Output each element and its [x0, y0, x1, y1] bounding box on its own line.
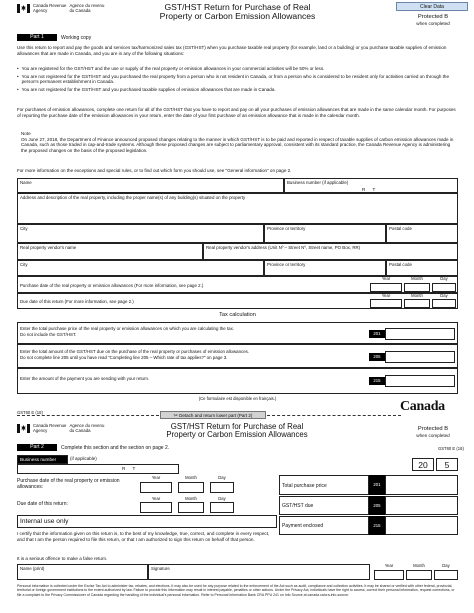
due-year-input[interactable]: [370, 299, 402, 308]
bullet-3-text: You are not registered for the GST/HST and you purchased taxable supplies of emission allowances that are made in Canada.: [21, 86, 276, 92]
purchase-year-input[interactable]: [370, 283, 402, 292]
signature-label: Signature: [151, 566, 170, 571]
intro-text: Use this return to report and pay the goods and services tax/harmonized sales tax (GST/HST) when you purchase taxable real property (for example, land or a building) or you purchase taxable supplies of emission allowances that are made in Canada, and you are in any of the following situations:: [17, 45, 447, 56]
form-title-line1: GST/HST Return for Purchase of Real: [164, 2, 311, 12]
province-label: Province or territory: [267, 226, 306, 231]
part2-bn-label: Business number: [20, 457, 57, 462]
line-215-text: Enter the amount of the payment you are sending with your return.: [20, 376, 150, 381]
part2-purchase-day-label: Day: [218, 475, 226, 480]
form-title: [135, 3, 340, 21]
part2-payment-label: Payment enclosed: [282, 523, 324, 529]
canada-flag-icon: [17, 424, 30, 433]
part1-desc: Working copy: [61, 35, 92, 41]
rt-label: R T: [362, 187, 379, 192]
part2-desc: Complete this section and the section on page 2.: [61, 445, 170, 451]
part2-due-year-label: Year: [151, 496, 161, 501]
line-205-text-b: Do not complete line 205 until you have read "Completing line 205 – Which rate of tax applies?" on page 3.: [20, 354, 228, 360]
part2-purchase-date-label: Purchase date of the real property or emission allowances:: [17, 478, 120, 490]
detach-instruction-button[interactable]: [160, 411, 266, 419]
vendor-postal-field[interactable]: [386, 260, 458, 276]
note-body: On June 27, 2018, the Department of Finance announced proposed changes relating to the manner in which GST/HST is to be paid and reported in respect of taxable supplies of carbon emission allowances made in Canada, such as those traded in cap-and-trade systems. Although these proposed changes are subject to parliamentary approval, consistent with its standard practice, the Canada Revenue Agency is administering the proposed changes on the basis of the proposed legislation.: [21, 136, 454, 153]
clear-data-button[interactable]: Clear Data: [396, 2, 468, 11]
line-215-code: 215: [369, 377, 385, 385]
bullet-1-text: You are registered for the GST/HST and the use or supply of the real property or emission allowances in your commercial activities will be 50% or less.: [21, 66, 325, 71]
vendor-name-field[interactable]: [17, 243, 203, 260]
agency-name-fr-2-p2: du Canada: [69, 427, 91, 433]
form-title-line2: Property or Carbon Emission Allowances: [159, 11, 316, 22]
year-digit-box[interactable]: 5: [436, 458, 458, 471]
name-print-label: Name (print): [20, 566, 45, 571]
purchase-year-label: Year: [381, 276, 391, 281]
sign-month-input[interactable]: [406, 570, 432, 580]
name-label: Name: [20, 180, 32, 185]
agency-name-en-2: Agency: [33, 7, 48, 13]
government-signature: [17, 4, 104, 14]
vendor-city-field[interactable]: [17, 260, 264, 276]
vendor-address-field[interactable]: [203, 243, 458, 260]
part2-total-price-row: [279, 475, 369, 495]
part2-purchase-day-input[interactable]: [210, 482, 234, 493]
sign-year-input[interactable]: [374, 570, 404, 580]
sign-month-label: Month: [413, 563, 425, 568]
purchase-month-input[interactable]: [404, 283, 430, 292]
canada-flag-icon: [17, 4, 30, 13]
vendor-province-field[interactable]: [264, 260, 386, 276]
part2-gst-due-row: [279, 496, 369, 515]
detach-instruction-label: Detach and return lower part (Part 2): [179, 413, 253, 418]
part2-title-line1: GST/HST Return for Purchase of Real: [170, 422, 304, 431]
form-id-part1: GST60 E (18): [17, 410, 43, 415]
city-field[interactable]: [17, 224, 264, 243]
purchase-day-input[interactable]: [432, 283, 456, 292]
part2-title-line2: Property or Carbon Emission Allowances: [166, 430, 308, 440]
part2-purchase-month-input[interactable]: [178, 482, 204, 493]
line-201-text-a: Enter the total purchase price of the real property or emission allowances on which you are calculating the tax.: [20, 326, 235, 331]
agency-name-en-p2: Canada Revenue: [33, 423, 67, 428]
part2-payment-row: [279, 516, 369, 535]
emission-paragraph: For purchases of emission allowances, complete one return for all of the GST/HST that you have to report and pay on all your purchases of emission allowances that are made in the same calendar month. For purposes of reporting the purchase date of the emission allowances in your return, enter the date of your first purchase of an emission allowance that is made in the calendar month.: [17, 107, 456, 118]
bullet-2: • You are not registered for the GST/HST and you purchased the real property from a person who is not resident in Canada, or from a person who is considered to be resident only for activities carried on through the person's permanent establishment in Canada.: [17, 74, 457, 85]
business-number-field[interactable]: [284, 178, 458, 193]
part2-line-201-code: 201: [369, 475, 385, 495]
internal-use-only-box: [17, 515, 277, 528]
purchase-month-label: Month: [411, 276, 423, 281]
line-201-text-b: Do not include the GST/HST.: [20, 331, 77, 337]
purchase-day-label: Day: [440, 276, 448, 281]
vendor-city-label: City: [20, 262, 28, 267]
part2-due-month-label: Month: [185, 496, 197, 501]
part2-line-215-code: 215: [369, 516, 385, 535]
part2-line-205-code: 205: [369, 496, 385, 515]
part2-gst-due-input[interactable]: [385, 496, 458, 515]
line-201-code: 201: [369, 330, 385, 338]
signature-field[interactable]: [148, 564, 370, 580]
line-201-amount-input[interactable]: [385, 328, 455, 340]
part2-gst-due-label: GST/HST due: [282, 503, 314, 509]
government-signature-part2: [17, 424, 104, 434]
agency-name-en-2-p2: Agency: [33, 427, 48, 433]
city-label: City: [20, 226, 28, 231]
part2-due-month-input[interactable]: [178, 502, 204, 513]
purchase-date-label: Purchase date of the real property or emission allowances (For more information, see page 2.): [20, 283, 204, 288]
part2-purchase-month-label: Month: [185, 475, 197, 480]
part2-bn-hint: (if applicable): [70, 456, 97, 461]
bullet-2-text: You are not registered for the GST/HST and you purchased the real property from a person who is not resident in Canada, or from a person who is considered to be resident only for activities carried on through the person's permanent establishment in Canada.: [21, 73, 449, 85]
note-block: [21, 131, 457, 153]
protected-b-label-part2: [400, 426, 466, 439]
name-field[interactable]: [17, 178, 284, 193]
postal-code-field[interactable]: [386, 224, 458, 243]
detach-line-left: [17, 415, 159, 416]
sign-day-label: Day: [442, 563, 450, 568]
part2-purchase-year-label: Year: [151, 475, 161, 480]
line-205-text: [20, 349, 249, 360]
due-month-label: Month: [411, 293, 423, 298]
bullet-1: • You are registered for the GST/HST and the use or supply of the real property or emission allowances in your commercial activities will be 50% or less.: [17, 66, 325, 71]
when-completed-text: when completed: [416, 21, 450, 27]
tax-calculation-heading: Tax calculation: [219, 312, 256, 318]
vendor-province-label: Province or territory: [267, 262, 306, 267]
more-info-text: For more information on the exceptions and special rules, or to find out which form you should use, see "General information" on page 2.: [17, 168, 292, 173]
province-field[interactable]: [264, 224, 386, 243]
due-month-input[interactable]: [404, 299, 430, 308]
postal-code-label: Postal code: [389, 226, 412, 231]
internal-use-only-label: Internal use only: [20, 518, 69, 525]
false-return-warning: It is a serious offence to make a false return.: [17, 556, 108, 561]
sign-year-label: Year: [384, 563, 394, 568]
business-number-label: Business number (if applicable): [287, 180, 349, 185]
part2-payment-input[interactable]: [385, 516, 458, 535]
detach-line-right: [267, 415, 401, 416]
vendor-name-label: Real property vendor's name: [20, 245, 77, 250]
due-date-label: Due date of this return (For more information, see page 2.): [20, 299, 134, 304]
agency-name-fr-p2: Agence du revenu: [69, 423, 105, 428]
note-heading: Note: [21, 131, 31, 136]
situations-list: [17, 66, 457, 92]
due-day-label: Day: [440, 293, 448, 298]
due-day-input[interactable]: [432, 299, 456, 308]
protected-text: Protected B: [417, 14, 449, 20]
agency-name-fr-2: du Canada: [69, 7, 91, 13]
year-prefix-box: 20: [412, 458, 434, 471]
part2-tab: Part 2: [17, 444, 57, 451]
part2-due-day-label: Day: [218, 496, 226, 501]
line-201-text: [20, 326, 234, 337]
part2-rt-label: R T: [122, 466, 139, 471]
part2-business-number-input[interactable]: [17, 464, 179, 474]
due-year-label: Year: [381, 293, 391, 298]
form-id-part2: GST60 E (18): [438, 446, 464, 451]
when-completed-text-p2: when completed: [416, 433, 450, 439]
part2-due-year-input[interactable]: [140, 502, 172, 513]
part2-purchase-year-input[interactable]: [140, 482, 172, 493]
scissors-icon: ✂: [173, 413, 178, 419]
part2-due-date-label: Due date of this return:: [17, 501, 68, 507]
line-205-amount-input[interactable]: [385, 351, 455, 363]
privacy-statement: Personal information is collected under the Excise Tax Act to administer tax, rebates, and elections. It may also be used for any purpose related to the enforcement of the Act such as audit, compliance and collection activities. It may be shared or verified with other federal, provincial, territorial or foreign government institutions to the extent authorized by law. Failure to provide this information may result in interest payable, penalties or other actions. Under the Privacy Act, individuals have the right to access, correct their personal information, request corrections, or file a complaint to the Privacy Commissioner of Canada regarding the handling of the individual's personal information. Refer to Personal Information Bank CRA PPU 241 on Info Source at canada.ca/cra-info-source.: [17, 584, 455, 597]
line-205-code: 205: [369, 353, 385, 361]
line-215-amount-input[interactable]: [385, 375, 455, 387]
french-availability-note: (Ce formulaire est disponible en français.): [198, 396, 277, 401]
part1-tab: Part 1: [17, 34, 57, 41]
certification-text: I certify that the information given on this return is, to the best of my knowledge, true, correct, and complete in every respect, and that I am the person required to file this return, or that I am authorized to sign this return on behalf of that person.: [17, 531, 270, 542]
agency-name-en: Canada Revenue: [33, 3, 67, 8]
agency-name-fr: Agence du revenu: [69, 3, 105, 8]
canada-wordmark: Canada: [400, 399, 445, 414]
part2-bn-label-box: [17, 455, 68, 464]
vendor-address-label: Real property vendor's address (Unit Nº – Street Nº, Street name, PO Box, RR): [206, 245, 361, 250]
name-print-field[interactable]: [17, 564, 148, 580]
bullet-3: • You are not registered for the GST/HST and you purchased taxable supplies of emission allowances that are made in Canada.: [17, 86, 276, 92]
protected-b-label: [400, 14, 466, 27]
sign-day-input[interactable]: [434, 570, 458, 580]
part2-due-day-input[interactable]: [210, 502, 234, 513]
vendor-postal-label: Postal code: [389, 262, 412, 267]
property-address-label: Address and description of the real property, including the proper name(s) of any building(s) situated on the property: [20, 195, 246, 200]
property-address-field[interactable]: [17, 193, 458, 224]
part2-title: [142, 423, 332, 439]
line-205-text-a: Enter the total amount of the GST/HST due on the purchase of the real property or purchases of emission allowances.: [20, 349, 250, 354]
part2-total-price-input[interactable]: [385, 475, 458, 495]
part2-total-price-label: Total purchase price: [282, 483, 327, 489]
protected-text-p2: Protected B: [417, 426, 449, 432]
